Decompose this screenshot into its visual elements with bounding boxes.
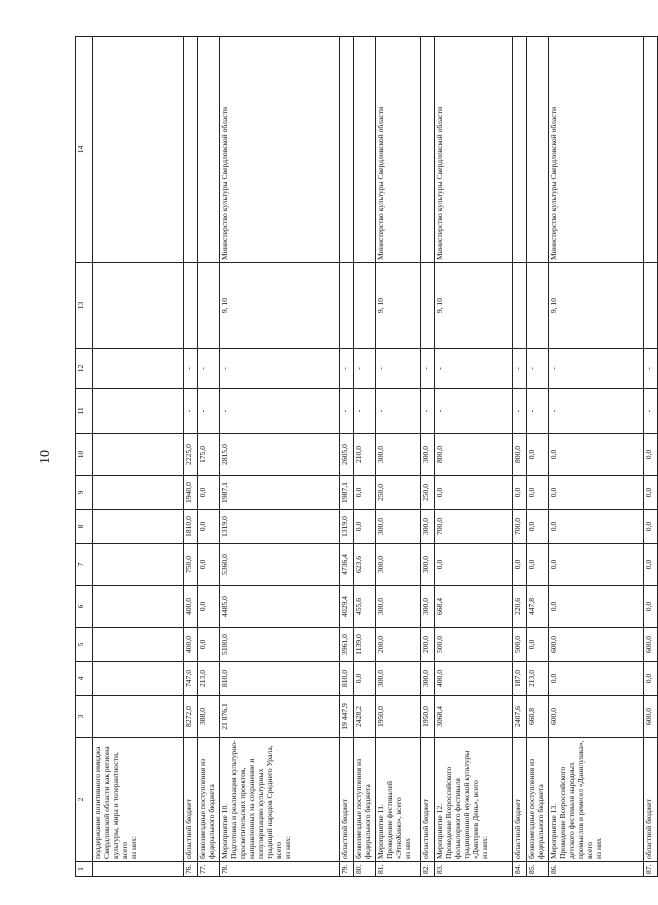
table-cell <box>93 349 184 389</box>
table-cell <box>93 586 184 628</box>
table-cell: 0,0 <box>513 476 527 510</box>
table-cell: 300,0 <box>421 434 435 476</box>
table-cell: 747,0 <box>184 662 198 696</box>
table-cell: - <box>376 389 421 434</box>
table-cell <box>527 37 549 263</box>
table-cell: 447,8 <box>527 586 549 628</box>
table-cell: 810,0 <box>340 662 354 696</box>
table-cell <box>527 263 549 349</box>
table-cell: 4485,0 <box>220 586 340 628</box>
column-header-6: 6 <box>76 586 93 628</box>
table-cell: 213,0 <box>198 662 220 696</box>
table-cell: 83. <box>435 862 513 877</box>
table-cell: 78. <box>220 862 340 877</box>
rotated-table-container <box>75 37 653 877</box>
table-cell: Министерство культуры Свердловской области <box>376 37 421 263</box>
table-cell <box>354 37 376 263</box>
table-cell <box>198 263 220 349</box>
table-cell: 810,0 <box>220 662 340 696</box>
table-cell: 600,0 <box>644 696 658 738</box>
table-cell: 0,0 <box>549 476 644 510</box>
table-cell <box>93 662 184 696</box>
table-cell: 4029,4 <box>340 586 354 628</box>
column-header-1: 1 <box>76 862 93 877</box>
table-cell <box>93 389 184 434</box>
table-cell: 800,0 <box>435 434 513 476</box>
table-cell: 0,0 <box>354 510 376 544</box>
table-cell: - <box>354 349 376 389</box>
table-cell: Мероприятие 12. Проведение Всероссийского фольклорного фестиваля традиционной мужской культуры «Дмитриев День», всего из них: <box>435 738 513 862</box>
table-cell: областной бюджет <box>184 738 198 862</box>
table-cell: - <box>198 389 220 434</box>
table-cell: Министерство культуры Свердловской области <box>220 37 340 263</box>
table-cell: 600,0 <box>644 628 658 662</box>
table-cell: 2225,0 <box>184 434 198 476</box>
column-header-7: 7 <box>76 544 93 586</box>
table-cell: 1987,1 <box>340 476 354 510</box>
table-cell: 220,6 <box>513 586 527 628</box>
table-cell: 700,0 <box>513 510 527 544</box>
table-cell: 0,0 <box>354 476 376 510</box>
table-row <box>376 37 421 877</box>
table-cell: безвозмездные поступления из федерального бюджета <box>198 738 220 862</box>
table-row <box>435 37 513 877</box>
table-cell: 1810,0 <box>184 510 198 544</box>
table-cell: 3961,0 <box>340 628 354 662</box>
table-cell <box>644 37 658 263</box>
table-cell: 200,0 <box>421 628 435 662</box>
table-cell: - <box>549 349 644 389</box>
table-cell: 660,8 <box>527 696 549 738</box>
table-cell: 1139,0 <box>354 628 376 662</box>
table-cell: - <box>340 349 354 389</box>
table-cell: 600,0 <box>549 628 644 662</box>
table-cell <box>340 263 354 349</box>
table-cell: 1950,0 <box>421 696 435 738</box>
table-cell <box>513 37 527 263</box>
table-cell <box>184 263 198 349</box>
table-cell: областной бюджет <box>513 738 527 862</box>
table-cell: 210,0 <box>354 434 376 476</box>
table-cell <box>184 37 198 263</box>
table-cell: 400,0 <box>184 586 198 628</box>
table-cell: 0,0 <box>198 544 220 586</box>
table-cell: 300,0 <box>376 586 421 628</box>
table-cell: 9, 10 <box>435 263 513 349</box>
table-cell: областной бюджет <box>644 738 658 862</box>
table-cell: 500,0 <box>435 628 513 662</box>
table-cell: 300,0 <box>376 544 421 586</box>
table-row <box>513 37 527 877</box>
table-cell: Мероприятие 10. Подготовка и реализация культурно-просветительских проектов, направленных на сохранение и популяризацию культурных традиций народов Среднего Урала, всего из них: <box>220 738 340 862</box>
table-cell: 9, 10 <box>220 263 340 349</box>
column-header-5: 5 <box>76 628 93 662</box>
table-cell: 500,0 <box>513 628 527 662</box>
table-cell: 300,0 <box>421 662 435 696</box>
table-cell: - <box>435 349 513 389</box>
table-cell: - <box>527 389 549 434</box>
table-row <box>354 37 376 877</box>
table-cell: 1319,0 <box>340 510 354 544</box>
table-cell: 388,0 <box>198 696 220 738</box>
table-cell: 0,0 <box>644 510 658 544</box>
table-cell <box>354 263 376 349</box>
table-cell: 0,0 <box>527 476 549 510</box>
table-cell: 623,6 <box>354 544 376 586</box>
table-cell: 5100,0 <box>220 628 340 662</box>
table-cell: - <box>527 349 549 389</box>
table-cell: 1987,1 <box>220 476 340 510</box>
table-cell: 0,0 <box>549 662 644 696</box>
table-cell: - <box>354 389 376 434</box>
table-cell: 79. <box>340 862 354 877</box>
table-cell: 5360,0 <box>220 544 340 586</box>
table-cell: 300,0 <box>376 434 421 476</box>
table-cell: 400,0 <box>184 628 198 662</box>
table-cell: 300,0 <box>376 662 421 696</box>
table-row <box>421 37 435 877</box>
table-cell: 0,0 <box>198 628 220 662</box>
table-cell: 668,4 <box>435 586 513 628</box>
table-row <box>198 37 220 877</box>
table-cell: 1940,0 <box>184 476 198 510</box>
table-cell: 76. <box>184 862 198 877</box>
table-cell: 200,0 <box>376 628 421 662</box>
table-cell: - <box>184 389 198 434</box>
table-cell: 455,6 <box>354 586 376 628</box>
table-cell <box>93 476 184 510</box>
table-cell: - <box>513 389 527 434</box>
table-cell: 175,0 <box>198 434 220 476</box>
column-header-2: 2 <box>76 738 93 862</box>
table-cell <box>421 37 435 263</box>
table-cell: 21 876,1 <box>220 696 340 738</box>
table-cell: - <box>184 349 198 389</box>
table-cell <box>340 37 354 263</box>
table-cell <box>93 510 184 544</box>
column-header-4: 4 <box>76 662 93 696</box>
table-row <box>340 37 354 877</box>
budget-table <box>75 36 658 877</box>
table-cell <box>421 263 435 349</box>
table-body <box>93 37 658 877</box>
table-cell: областной бюджет <box>421 738 435 862</box>
header-row <box>76 37 93 877</box>
table-row <box>220 37 340 877</box>
table-cell: 86. <box>549 862 644 877</box>
table-row <box>527 37 549 877</box>
table-row <box>93 37 184 877</box>
table-cell: 3068,4 <box>435 696 513 738</box>
table-cell: 82. <box>421 862 435 877</box>
table-cell: областной бюджет <box>340 738 354 862</box>
table-cell: - <box>220 349 340 389</box>
table-cell: 0,0 <box>513 544 527 586</box>
table-cell <box>644 263 658 349</box>
table-cell: 600,0 <box>549 696 644 738</box>
table-cell: 0,0 <box>644 434 658 476</box>
table-cell: 8272,0 <box>184 696 198 738</box>
table-cell: - <box>376 349 421 389</box>
table-cell: 400,0 <box>435 662 513 696</box>
column-header-10: 10 <box>76 434 93 476</box>
table-cell: - <box>220 389 340 434</box>
table-cell: 300,0 <box>421 510 435 544</box>
table-cell: 0,0 <box>549 510 644 544</box>
table-cell: 2815,0 <box>220 434 340 476</box>
table-cell: - <box>513 349 527 389</box>
table-cell: 250,0 <box>376 476 421 510</box>
table-cell: 300,0 <box>376 510 421 544</box>
column-header-14: 14 <box>76 37 93 263</box>
table-cell: 0,0 <box>198 510 220 544</box>
page-number: 10 <box>38 450 53 464</box>
table-row <box>549 37 644 877</box>
table-cell: 750,0 <box>184 544 198 586</box>
table-cell: 250,0 <box>421 476 435 510</box>
table-cell <box>93 263 184 349</box>
table-row <box>644 37 658 877</box>
table-cell: 9, 10 <box>549 263 644 349</box>
table-cell: Мероприятие 13. Проведение Всероссийского детского фестиваля народных промыслов и ремесел «Данилушка», всего из них <box>549 738 644 862</box>
table-cell: - <box>421 349 435 389</box>
table-cell <box>93 434 184 476</box>
table-cell: 300,0 <box>421 586 435 628</box>
table-cell: 0,0 <box>644 544 658 586</box>
table-cell <box>198 37 220 263</box>
table-cell: - <box>198 349 220 389</box>
table-cell <box>93 628 184 662</box>
table-cell: 0,0 <box>198 586 220 628</box>
table-cell: безвозмездные поступления из федерального бюджета <box>354 738 376 862</box>
column-header-8: 8 <box>76 510 93 544</box>
table-cell <box>93 37 184 263</box>
table-cell: 85. <box>527 862 549 877</box>
table-cell: 4736,4 <box>340 544 354 586</box>
table-cell <box>93 862 184 877</box>
table-cell: 213,0 <box>527 662 549 696</box>
table-cell: 0,0 <box>527 434 549 476</box>
table-cell: 2428,2 <box>354 696 376 738</box>
column-header-11: 11 <box>76 389 93 434</box>
table-cell: 187,0 <box>513 662 527 696</box>
table-cell: 0,0 <box>198 476 220 510</box>
table-cell: 0,0 <box>527 510 549 544</box>
table-cell: 1319,0 <box>220 510 340 544</box>
table-cell <box>93 696 184 738</box>
table-cell: 0,0 <box>644 586 658 628</box>
table-cell: Министерство культуры Свердловской области <box>435 37 513 263</box>
table-cell: 1950,0 <box>376 696 421 738</box>
table-cell: - <box>644 349 658 389</box>
table-row <box>184 37 198 877</box>
table-cell: 2407,6 <box>513 696 527 738</box>
table-cell: 0,0 <box>644 476 658 510</box>
table-cell: Мероприятие 11. Проведение фестивалей «ЭтноКино», всего из них <box>376 738 421 862</box>
table-cell: безвозмездные поступления из федерального бюджета <box>527 738 549 862</box>
table-cell: - <box>435 389 513 434</box>
table-cell: 2605,0 <box>340 434 354 476</box>
table-cell: 0,0 <box>644 662 658 696</box>
table-cell: 9, 10 <box>376 263 421 349</box>
table-cell: 0,0 <box>435 476 513 510</box>
column-header-9: 9 <box>76 476 93 510</box>
column-header-13: 13 <box>76 263 93 349</box>
table-cell: 77. <box>198 862 220 877</box>
table-cell: 0,0 <box>354 662 376 696</box>
table-cell: 80. <box>354 862 376 877</box>
table-cell: 0,0 <box>435 544 513 586</box>
table-cell: 19 447,9 <box>340 696 354 738</box>
column-header-3: 3 <box>76 696 93 738</box>
table-cell: - <box>644 389 658 434</box>
table-cell: поддержание позитивного имиджа Свердловской области как региона культуры, мира и толерантности, всего из них: <box>93 738 184 862</box>
table-cell: 0,0 <box>549 586 644 628</box>
table-cell: 87. <box>644 862 658 877</box>
table-cell: - <box>421 389 435 434</box>
table-cell: 84. <box>513 862 527 877</box>
table-cell: 0,0 <box>549 434 644 476</box>
table-cell: - <box>549 389 644 434</box>
table-cell: 81. <box>376 862 421 877</box>
table-cell: 0,0 <box>549 544 644 586</box>
table-cell: 800,0 <box>513 434 527 476</box>
table-cell: Министерство культуры Свердловской области <box>549 37 644 263</box>
table-cell <box>513 263 527 349</box>
table-cell: 700,0 <box>435 510 513 544</box>
table-cell: 0,0 <box>527 628 549 662</box>
table-cell: 300,0 <box>421 544 435 586</box>
table-cell: 0,0 <box>527 544 549 586</box>
table-cell: - <box>340 389 354 434</box>
column-header-12: 12 <box>76 349 93 389</box>
table-cell <box>93 544 184 586</box>
